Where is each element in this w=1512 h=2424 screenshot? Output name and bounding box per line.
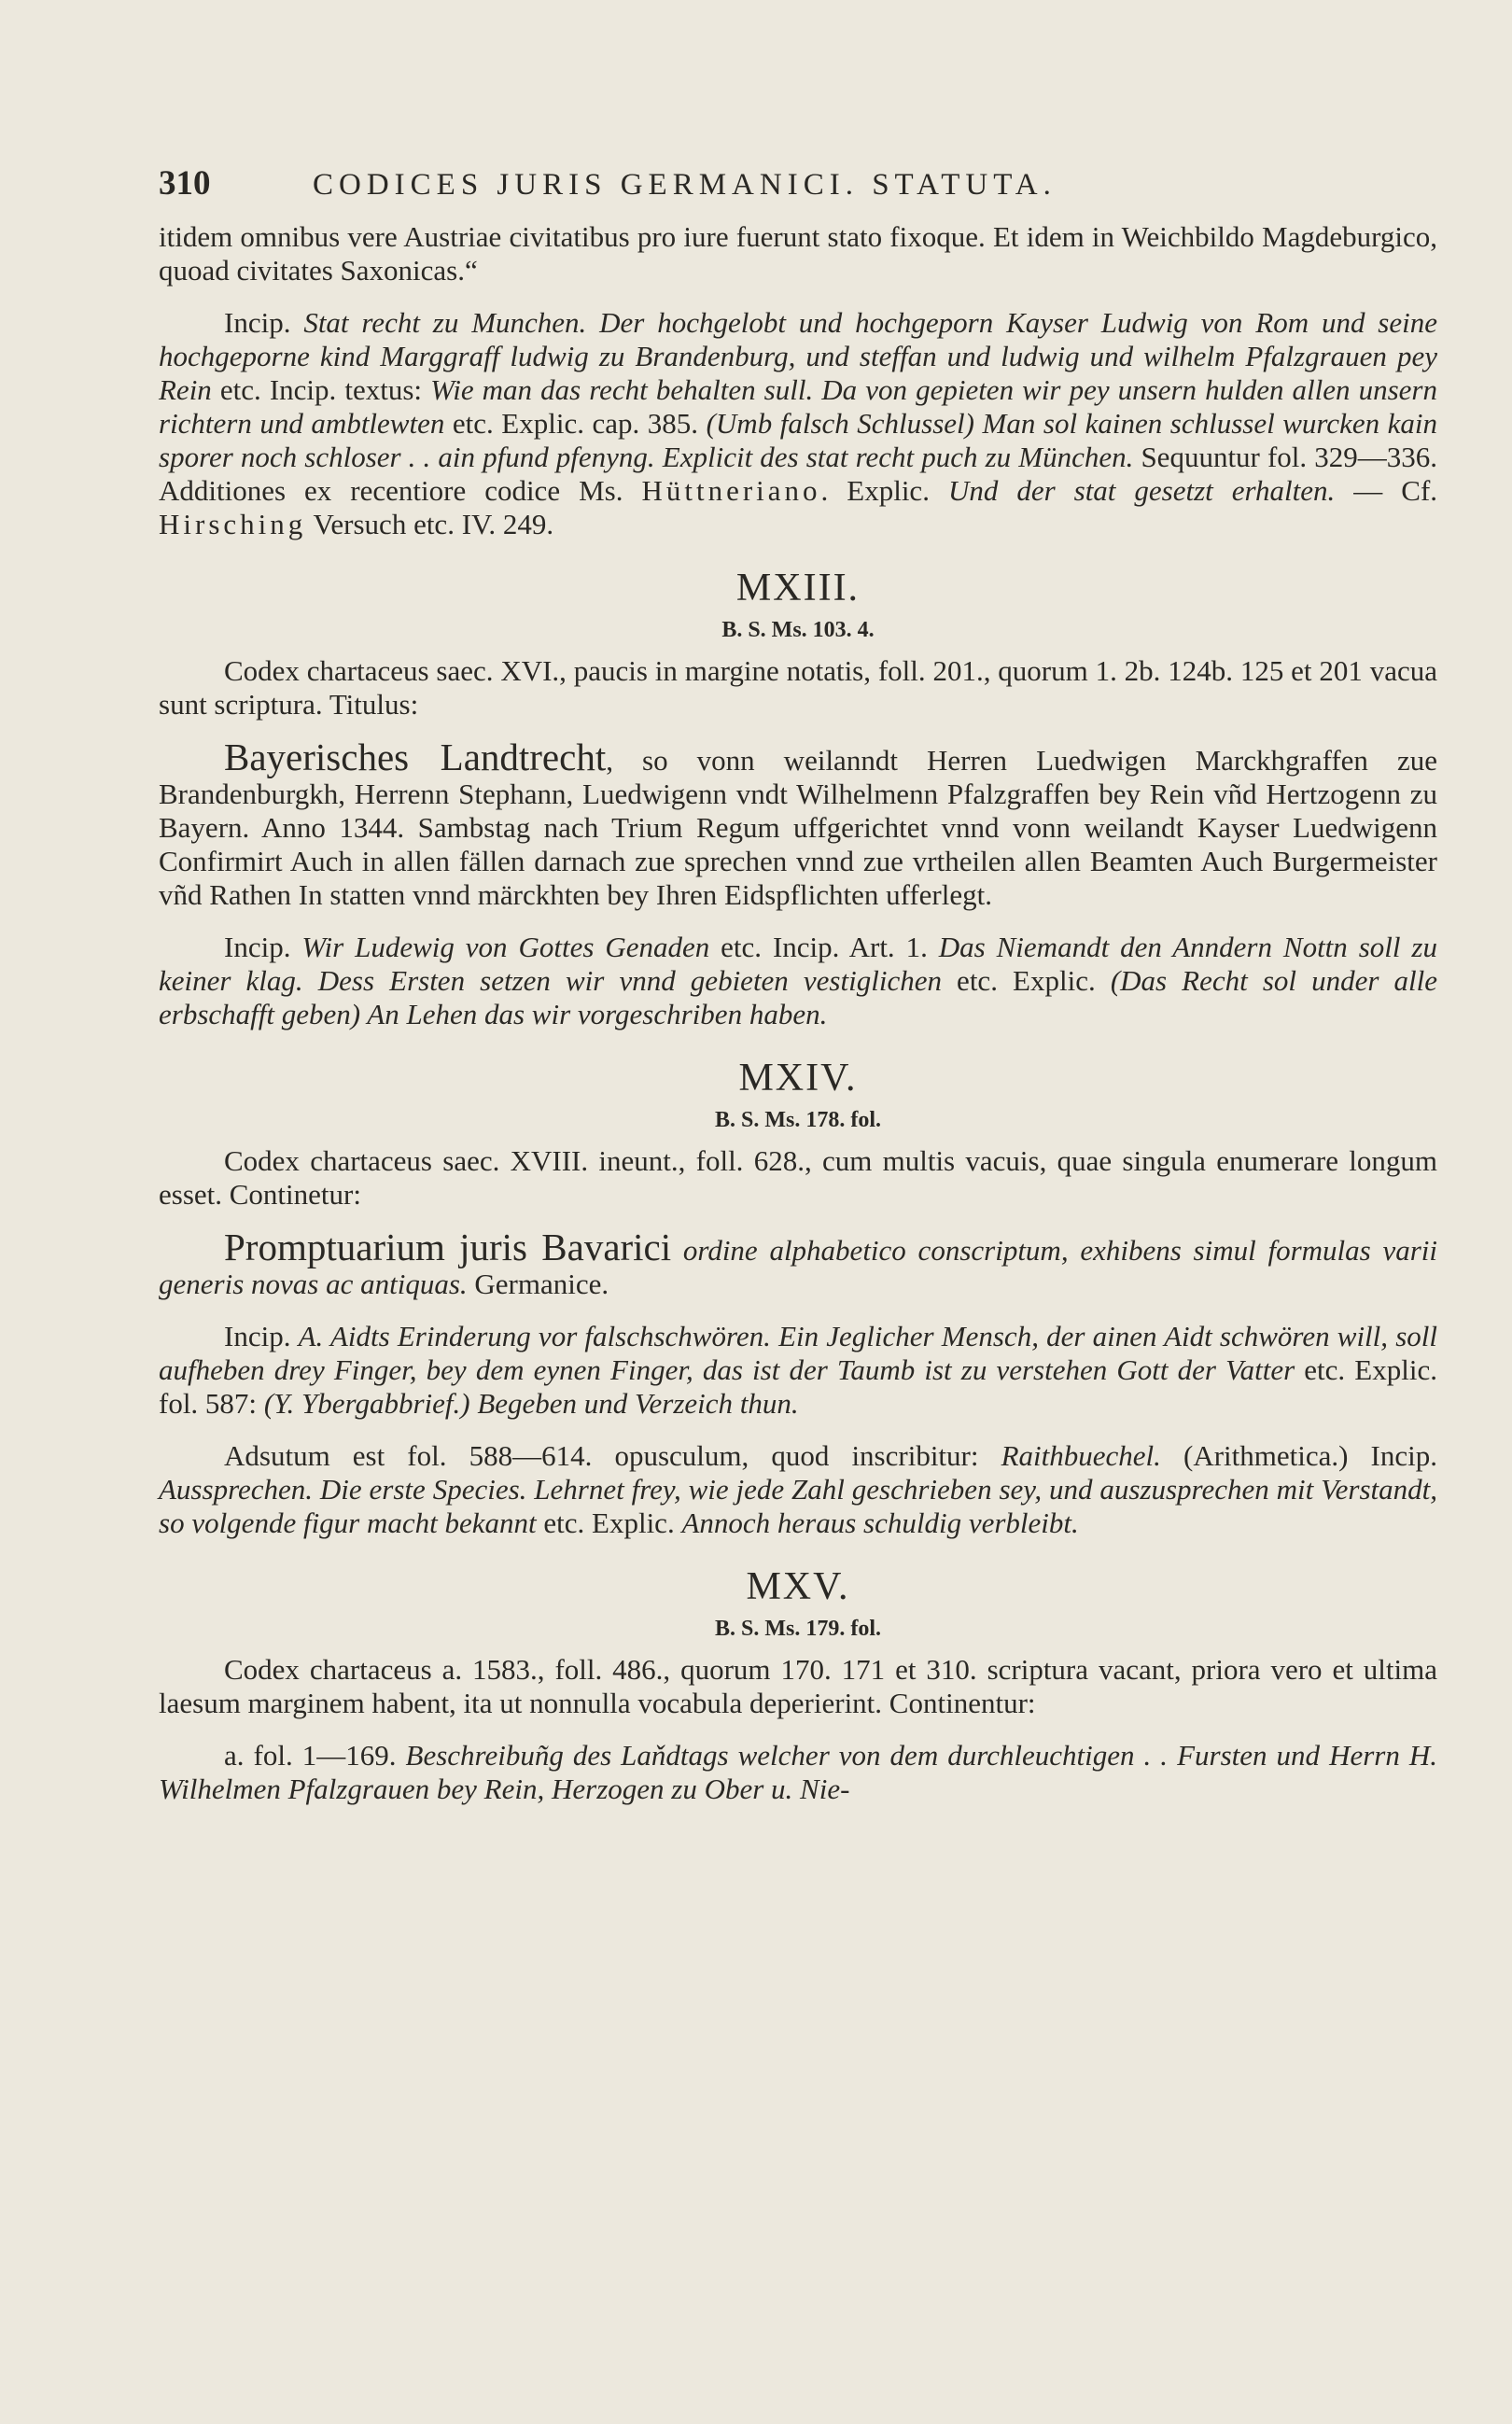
running-head <box>159 163 1437 203</box>
page-number: 310 <box>159 164 211 203</box>
text-run: etc. Incip. textus: <box>211 373 431 406</box>
mxiii-paragraph-3 <box>159 931 1437 1031</box>
text-run: etc. Explic. cap. 385. <box>444 407 707 440</box>
text-run-italic: (Y. Ybergabbrief.) Begeben und Verzeich thun. <box>263 1387 799 1420</box>
text-run: , so vonn weilanndt Herren Luedwigen Marckhgraffen zue Brandenburgkh, Herrenn Stephann, Luedwigenn vndt Wilhelmenn Pfalzgraffen bey Rein vñd Hertzogenn zu Bayern. Anno 1344. Sambstag nach Trium Regum uffgerichtet vnnd vonn weilandt Kayser Luedwigenn Confirmirt Auch in allen fällen darnach zue sprechen vnnd zue vrtheilen allen Beamten Auch Burgermeister vñd Rathen In statten vnnd märckhten bey Ihren Eidspflichten ufferlegt. <box>159 744 1437 911</box>
shelfmark-mxv: B. S. Ms. 179. fol. <box>714 1617 881 1641</box>
text-run: etc. Explic. fol. 587: <box>159 1353 1437 1420</box>
text-run-spaced: Hüttneriano <box>641 474 821 507</box>
text-run: Incip. <box>224 931 302 963</box>
text-run-italic: Stat recht zu Munchen. Der hochgelobt und hochgeporn Kayser Ludwig von Rom und seine hochgeporne kind Marggraff ludwig zu Brandenburg, und steffan und ludwig und wilhelm Pfalzgrauen pey Rein <box>159 306 1437 406</box>
text-run: Versuch etc. IV. 249. <box>306 508 554 540</box>
codex-number-mxiv: MXIV. <box>738 1057 858 1100</box>
text-run: — Cf. <box>1335 474 1438 507</box>
text-run: Incip. <box>224 1320 299 1352</box>
text-run-italic: A. Aidts Erinderung vor falschschwören. Ein Jeglicher Mensch, der ainen Aidt schwören will, soll aufheben drey Finger, bey dem eynen Finger, das ist der Taumb ist zu verstehen Gott der Vatter <box>159 1320 1437 1386</box>
text-run-italic: (Das Recht sol under alle erbschafft geben) An Lehen das wir vorgeschriben haben. <box>159 964 1438 1030</box>
text-run: etc. Incip. Art. 1. <box>709 931 939 963</box>
text-run: etc. Explic. <box>941 964 1111 997</box>
running-title: CODICES JURIS GERMANICI. STATUTA. <box>313 168 1057 202</box>
work-title: Promptuarium juris Bavarici <box>224 1226 672 1268</box>
text-run: Incip. <box>224 306 304 339</box>
mxiii-paragraph-1: Codex chartaceus saec. XVI., paucis in margine notatis, foll. 201., quorum 1. 2b. 124b. 125 et 201 vacua sunt scriptura. Titulus: <box>159 654 1437 721</box>
text-run-italic: Wir Ludewig von Gottes Genaden <box>301 931 710 963</box>
text-run: a. fol. 1—169. <box>224 1739 406 1772</box>
text-run-italic: Das Niemandt den Anndern Nottn soll zu keiner klag. Dess Ersten setzen wir vnnd gebieten vestiglichen <box>159 931 1437 997</box>
shelfmark-mxiii: B. S. Ms. 103. 4. <box>721 618 875 642</box>
codex-number-mxv: MXV. <box>746 1565 850 1608</box>
mxv-paragraph-2 <box>159 1739 1437 1806</box>
text-run-spaced: Hirsching <box>159 508 307 540</box>
text-run-italic: ordine alphabetico conscriptum, exhibens simul formulas varii generis novas ac antiquas. <box>159 1234 1438 1300</box>
codex-number-mxiii: MXIII. <box>735 567 861 610</box>
mxiii-paragraph-2 <box>159 736 1437 912</box>
mxiv-paragraph-2 <box>159 1226 1438 1301</box>
text-run: . Explic. <box>820 474 948 507</box>
text-run: etc. Explic. <box>536 1506 682 1539</box>
text-run: (Arithmetica.) Incip. <box>1160 1439 1437 1472</box>
text-run-italic: Annoch heraus schuldig verbleibt. <box>681 1506 1079 1539</box>
work-title: Bayerisches Landtrecht <box>224 736 607 778</box>
text-run-italic: Und der stat gesetzt erhalten. <box>947 474 1336 507</box>
text-run-italic: Beschreibuñg des Laňdtags welcher von dem durchleuchtigen . . Fursten und Herrn H. Wilhelmen Pfalzgrauen bey Rein, Herzogen zu Ober u. Nie- <box>159 1739 1437 1805</box>
intro-paragraph-1: itidem omnibus vere Austriae civitatibus pro iure fuerunt stato fixoque. Et idem in Weichbildo Magdeburgico, quoad civitates Saxonicas.“ <box>159 220 1437 287</box>
mxiv-paragraph-1: Codex chartaceus saec. XVIII. ineunt., foll. 628., cum multis vacuis, quae singula enumerare longum esset. Continetur: <box>159 1144 1437 1211</box>
text-run-italic: Raithbuechel. <box>1001 1439 1161 1472</box>
shelfmark-mxiv: B. S. Ms. 178. fol. <box>714 1108 881 1132</box>
text-run: Adsutum est fol. 588—614. opusculum, quod inscribitur: <box>224 1439 1001 1472</box>
text-run-italic: Wie man das recht behalten sull. Da von gepieten wir pey unsern hulden allen unsern richtern und ambtlewten <box>159 373 1437 440</box>
mxiv-paragraph-4 <box>159 1439 1437 1540</box>
mxv-paragraph-1: Codex chartaceus a. 1583., foll. 486., quorum 170. 171 et 310. scriptura vacant, priora vero et ultima laesum marginem habent, ita ut nonnulla vocabula deperierint. Continentur: <box>159 1653 1437 1719</box>
mxiv-paragraph-3 <box>159 1320 1437 1421</box>
text-run: Sequuntur fol. 329—336. Additiones ex recentiore codice Ms. <box>159 441 1438 507</box>
intro-paragraph-2 <box>159 306 1437 541</box>
text-run: Germanice. <box>467 1268 609 1300</box>
text-run-italic: Aussprechen. Die erste Species. Lehrnet frey, wie jede Zahl geschrieben sey, und auszusprechen mit Verstandt, so volgende figur macht bekannt <box>159 1473 1437 1539</box>
text-run-italic: (Umb falsch Schlussel) Man sol kainen schlussel wurcken kain sporer noch schloser . . ain pfund pfenyng. Explicit des stat recht puch zu München. <box>159 407 1437 473</box>
